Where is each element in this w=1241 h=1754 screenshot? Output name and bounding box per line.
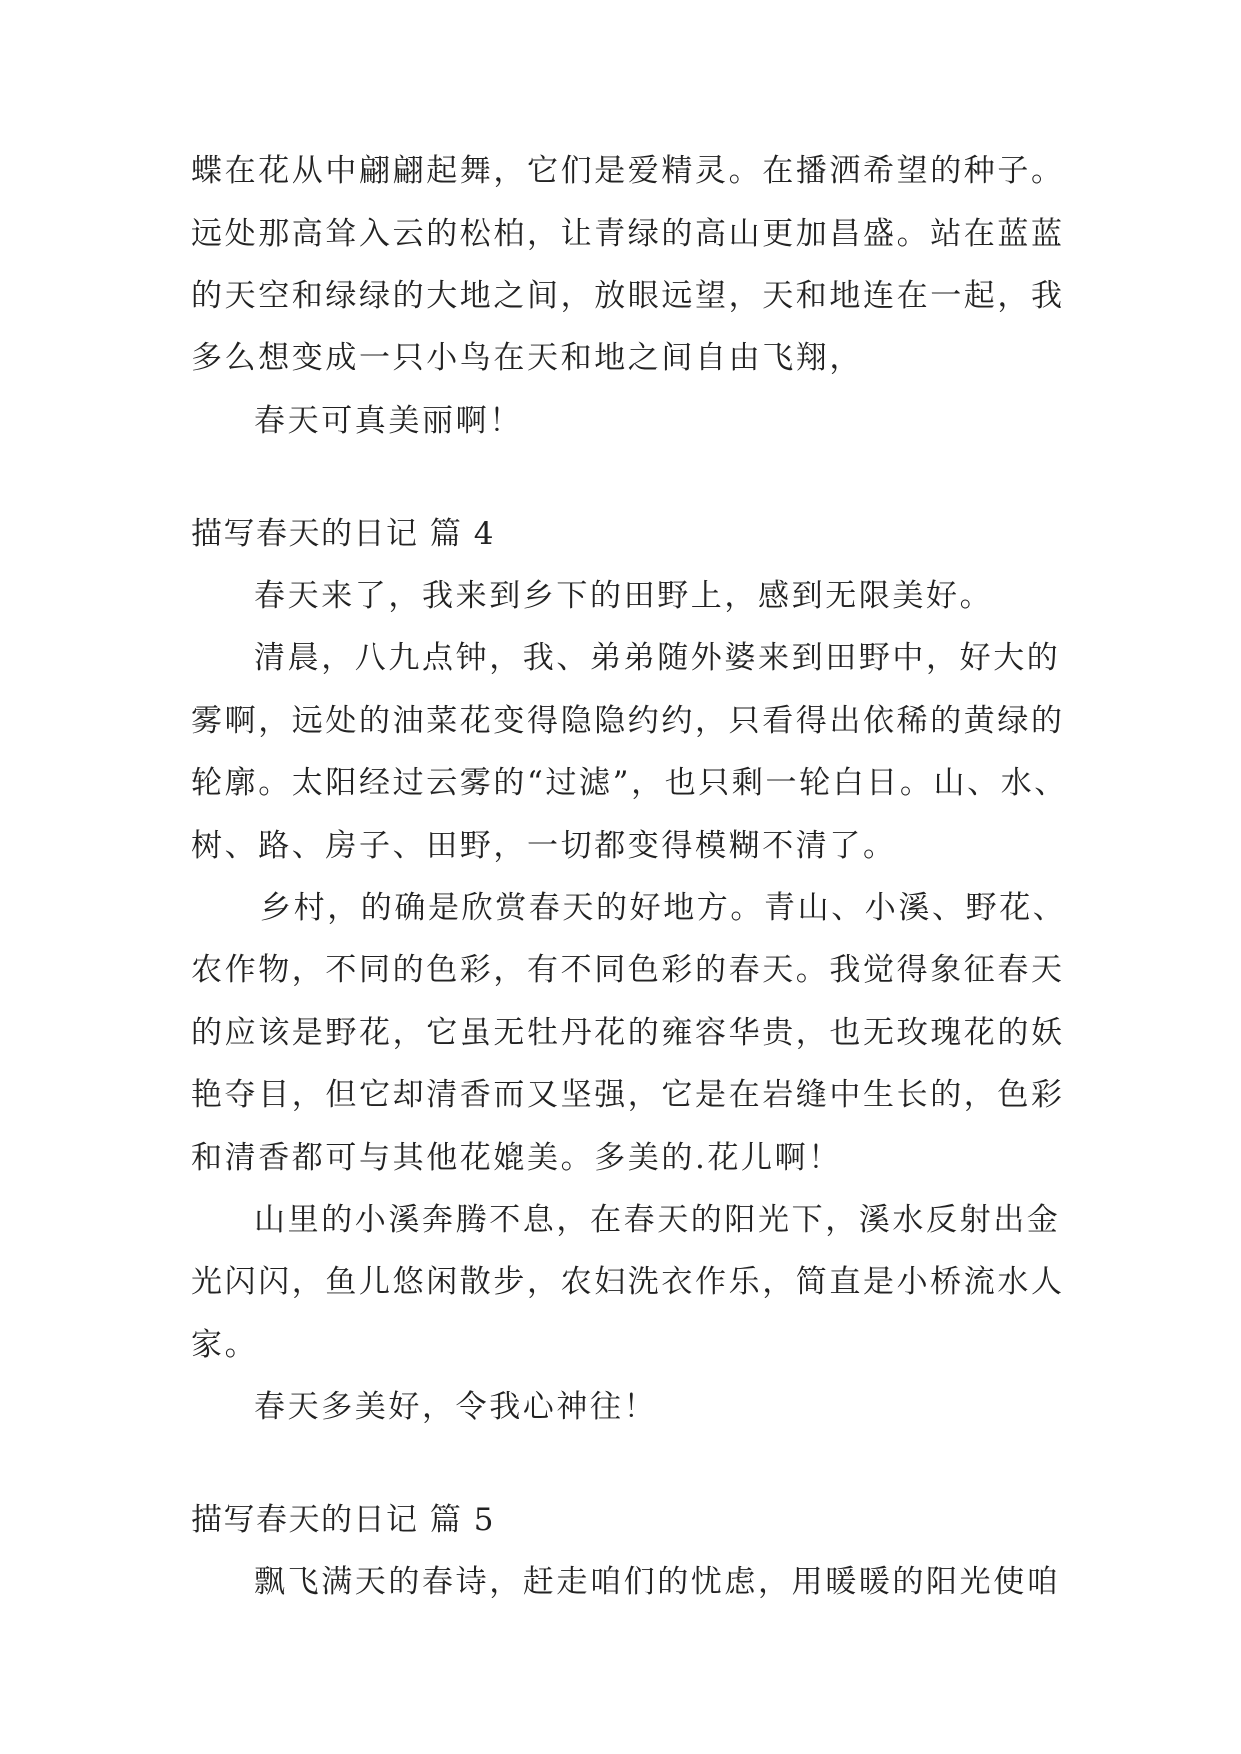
closing-sentence: 春天可真美丽啊！	[254, 403, 523, 439]
closing-sentence: 春天多美好，令我心神往！	[254, 1389, 658, 1425]
paragraph-line: 清晨，八九点钟，我、弟弟随外婆来到田野中，好大的	[254, 640, 1061, 676]
section-heading: 描写春天的日记 篇 4	[191, 516, 495, 552]
paragraph-line: 多么想变成一只小鸟在天和地之间自由飞翔，	[191, 340, 863, 376]
paragraph-line: 艳夺目，但它却清香而又坚强，它是在岩缝中生长的，色彩	[191, 1077, 1065, 1113]
paragraph-line: 光闪闪，鱼儿悠闲散步，农妇洗衣作乐，简直是小桥流水人	[191, 1264, 1065, 1300]
paragraph-line: 远处那高耸入云的松柏，让青绿的高山更加昌盛。站在蓝蓝	[191, 216, 1065, 252]
paragraph-line: 乡村，的确是欣赏春天的好地方。青山、小溪、野花、	[260, 890, 1067, 926]
paragraph-line: 和清香都可与其他花媲美。多美的.花儿啊！	[191, 1140, 842, 1176]
paragraph-line: 山里的小溪奔腾不息，在春天的阳光下，溪水反射出金	[254, 1202, 1061, 1238]
paragraph-line: 飘飞满天的春诗，赶走咱们的忧虑，用暖暖的阳光使咱	[254, 1564, 1061, 1600]
paragraph-line: 春天来了，我来到乡下的田野上，感到无限美好。	[254, 578, 994, 614]
paragraph-line: 雾啊，远处的油菜花变得隐隐约约，只看得出依稀的黄绿的	[191, 703, 1065, 739]
paragraph-line: 轮廓。太阳经过云雾的“过滤”，也只剩一轮白日。山、水、	[191, 765, 1068, 801]
section-heading: 描写春天的日记 篇 5	[191, 1502, 495, 1538]
paragraph-line: 的天空和绿绿的大地之间，放眼远望，天和地连在一起，我	[191, 278, 1065, 314]
paragraph-line: 家。	[191, 1327, 259, 1363]
paragraph-line: 的应该是野花，它虽无牡丹花的雍容华贵，也无玫瑰花的妖	[191, 1015, 1065, 1051]
paragraph-line: 农作物，不同的色彩，有不同色彩的春天。我觉得象征春天	[191, 952, 1065, 988]
paragraph-line: 树、路、房子、田野，一切都变得模糊不清了。	[191, 828, 897, 864]
paragraph-line: 蝶在花从中翩翩起舞，它们是爱精灵。在播洒希望的种子。	[191, 153, 1065, 189]
